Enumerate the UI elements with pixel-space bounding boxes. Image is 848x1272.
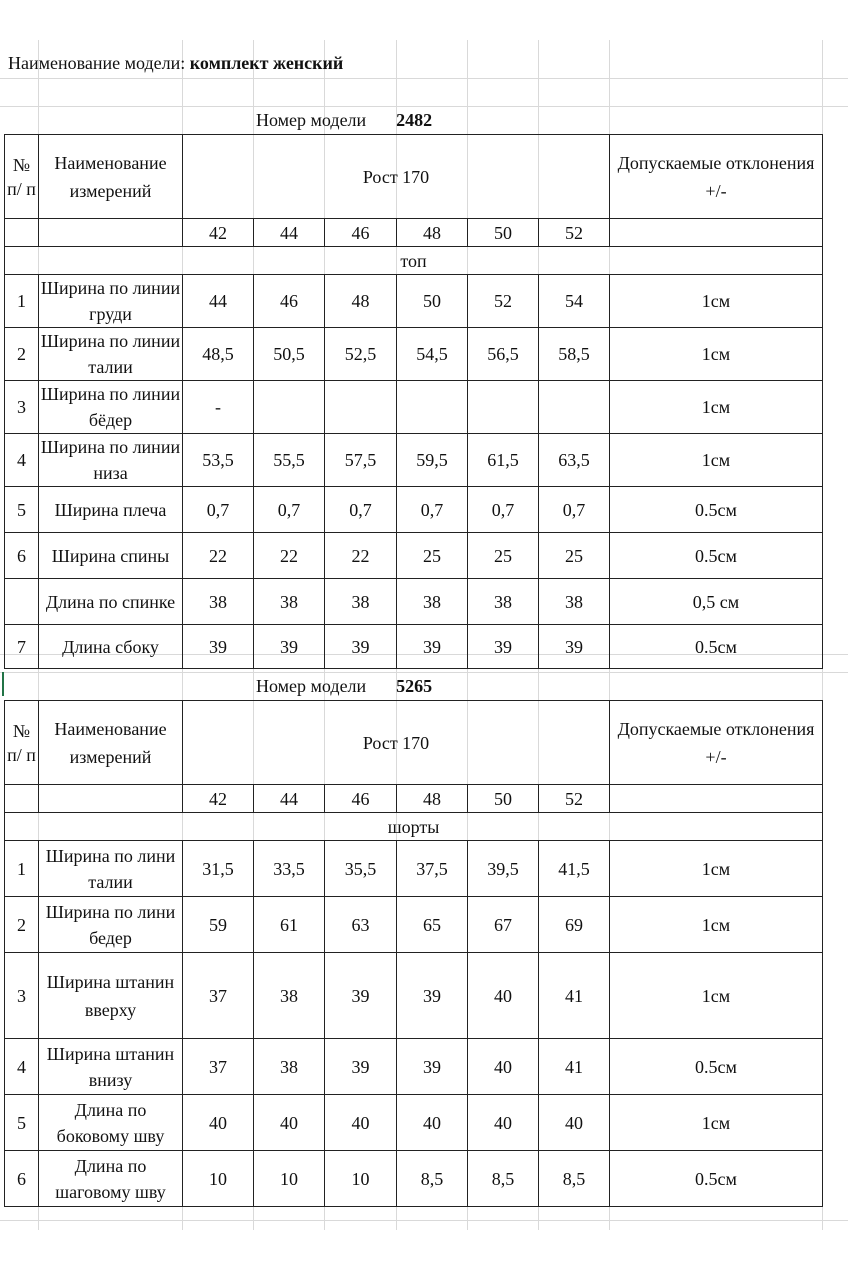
row-num: 6 — [5, 533, 39, 579]
model-number-line — [256, 110, 432, 131]
value-cell: 58,5 — [539, 328, 610, 381]
value-cell: 40 — [183, 1095, 254, 1151]
value-cell: 39 — [397, 1039, 468, 1095]
value-cell: 40 — [254, 1095, 325, 1151]
value-cell: 41 — [539, 953, 610, 1039]
header-tolerance: Допускаемые отклонения +/- — [610, 701, 823, 785]
value-cell: 54 — [539, 275, 610, 328]
empty-cell — [610, 219, 823, 247]
tolerance-cell: 0.5см — [610, 1039, 823, 1095]
value-cell: 50,5 — [254, 328, 325, 381]
size-cell: 42 — [183, 785, 254, 813]
row-name: Длина по боковому шву — [39, 1095, 183, 1151]
header-height: Рост 170 — [183, 701, 610, 785]
value-cell: 65 — [397, 897, 468, 953]
tolerance-cell: 0,5 см — [610, 579, 823, 625]
tolerance-cell: 1см — [610, 381, 823, 434]
value-cell: 31,5 — [183, 841, 254, 897]
row-num: 2 — [5, 328, 39, 381]
size-table-top — [4, 134, 823, 669]
value-cell: 39 — [397, 953, 468, 1039]
value-cell: 35,5 — [325, 841, 397, 897]
row-num: 1 — [5, 841, 39, 897]
value-cell: 0,7 — [468, 487, 539, 533]
model-title-value: комплект женский — [189, 53, 344, 73]
value-cell: 63,5 — [539, 434, 610, 487]
tolerance-cell: 1см — [610, 953, 823, 1039]
header-tolerance: Допускаемые отклонения +/- — [610, 135, 823, 219]
row-name: Длина сбоку — [39, 625, 183, 669]
row-num: 7 — [5, 625, 39, 669]
value-cell: 57,5 — [325, 434, 397, 487]
row-name: Ширина штанин вверху — [39, 953, 183, 1039]
header-num: № п/ п — [5, 701, 39, 785]
value-cell: 38 — [183, 579, 254, 625]
row-num: 4 — [5, 1039, 39, 1095]
gridline — [0, 78, 848, 79]
value-cell: 0,7 — [254, 487, 325, 533]
value-cell: 39 — [325, 625, 397, 669]
row-name: Ширина по линии бёдер — [39, 381, 183, 434]
header-name: Наименование измерений — [39, 701, 183, 785]
value-cell: 39 — [539, 625, 610, 669]
header-num: № п/ п — [5, 135, 39, 219]
value-cell: 59 — [183, 897, 254, 953]
value-cell: - — [183, 381, 254, 434]
selected-row-indicator — [2, 672, 4, 696]
value-cell: 0,7 — [183, 487, 254, 533]
tolerance-cell: 1см — [610, 1095, 823, 1151]
tolerance-cell: 1см — [610, 275, 823, 328]
value-cell: 10 — [325, 1151, 397, 1207]
empty-cell — [5, 785, 39, 813]
header-name: Наименование измерений — [39, 135, 183, 219]
tolerance-cell: 1см — [610, 897, 823, 953]
size-cell: 52 — [539, 219, 610, 247]
row-name: Ширина по линии талии — [39, 328, 183, 381]
value-cell: 67 — [468, 897, 539, 953]
tolerance-cell: 1см — [610, 841, 823, 897]
row-num: 5 — [5, 1095, 39, 1151]
value-cell: 22 — [183, 533, 254, 579]
value-cell: 52,5 — [325, 328, 397, 381]
size-cell: 52 — [539, 785, 610, 813]
value-cell: 25 — [468, 533, 539, 579]
value-cell — [254, 381, 325, 434]
row-name: Ширина по линии низа — [39, 434, 183, 487]
value-cell: 54,5 — [397, 328, 468, 381]
value-cell — [468, 381, 539, 434]
row-num — [5, 579, 39, 625]
tolerance-cell: 1см — [610, 328, 823, 381]
value-cell: 39,5 — [468, 841, 539, 897]
value-cell: 25 — [397, 533, 468, 579]
tolerance-cell: 0.5см — [610, 625, 823, 669]
value-cell: 56,5 — [468, 328, 539, 381]
value-cell: 38 — [254, 579, 325, 625]
value-cell: 40 — [468, 953, 539, 1039]
value-cell: 37,5 — [397, 841, 468, 897]
value-cell: 39 — [183, 625, 254, 669]
value-cell: 8,5 — [539, 1151, 610, 1207]
value-cell: 33,5 — [254, 841, 325, 897]
value-cell: 37 — [183, 953, 254, 1039]
tolerance-cell: 1см — [610, 434, 823, 487]
model-number-line — [256, 676, 432, 697]
row-name: Ширина по лини бедер — [39, 897, 183, 953]
value-cell: 59,5 — [397, 434, 468, 487]
value-cell: 39 — [325, 953, 397, 1039]
value-cell: 69 — [539, 897, 610, 953]
value-cell: 50 — [397, 275, 468, 328]
value-cell: 38 — [539, 579, 610, 625]
value-cell: 40 — [539, 1095, 610, 1151]
value-cell: 38 — [254, 953, 325, 1039]
value-cell: 38 — [254, 1039, 325, 1095]
value-cell: 63 — [325, 897, 397, 953]
value-cell: 22 — [254, 533, 325, 579]
value-cell: 39 — [468, 625, 539, 669]
value-cell: 39 — [325, 1039, 397, 1095]
value-cell: 40 — [468, 1095, 539, 1151]
row-name: Длина по шаговому шву — [39, 1151, 183, 1207]
value-cell — [539, 381, 610, 434]
value-cell: 40 — [397, 1095, 468, 1151]
size-cell: 48 — [397, 219, 468, 247]
value-cell: 41,5 — [539, 841, 610, 897]
section-title: шорты — [5, 813, 823, 841]
size-cell: 44 — [254, 785, 325, 813]
row-num: 1 — [5, 275, 39, 328]
size-cell: 50 — [468, 219, 539, 247]
row-num: 5 — [5, 487, 39, 533]
empty-cell — [610, 785, 823, 813]
value-cell: 41 — [539, 1039, 610, 1095]
value-cell: 61,5 — [468, 434, 539, 487]
row-num: 3 — [5, 953, 39, 1039]
row-name: Ширина плеча — [39, 487, 183, 533]
size-cell: 46 — [325, 219, 397, 247]
value-cell: 10 — [183, 1151, 254, 1207]
model-number-label: Номер модели — [256, 110, 367, 130]
value-cell: 37 — [183, 1039, 254, 1095]
model-number-value: 5265 — [396, 676, 433, 696]
value-cell: 38 — [397, 579, 468, 625]
size-cell: 44 — [254, 219, 325, 247]
value-cell: 0,7 — [539, 487, 610, 533]
tolerance-cell: 0.5см — [610, 487, 823, 533]
empty-cell — [5, 219, 39, 247]
value-cell: 55,5 — [254, 434, 325, 487]
model-title — [8, 53, 343, 74]
empty-cell — [39, 785, 183, 813]
value-cell: 8,5 — [397, 1151, 468, 1207]
value-cell: 39 — [397, 625, 468, 669]
size-cell: 50 — [468, 785, 539, 813]
value-cell: 52 — [468, 275, 539, 328]
value-cell: 61 — [254, 897, 325, 953]
model-number-label: Номер модели — [256, 676, 367, 696]
value-cell: 8,5 — [468, 1151, 539, 1207]
row-name: Ширина по линии груди — [39, 275, 183, 328]
size-cell: 46 — [325, 785, 397, 813]
header-height: Рост 170 — [183, 135, 610, 219]
size-cell: 48 — [397, 785, 468, 813]
row-num: 6 — [5, 1151, 39, 1207]
value-cell: 0,7 — [325, 487, 397, 533]
row-name: Длина по спинке — [39, 579, 183, 625]
tolerance-cell: 0.5см — [610, 533, 823, 579]
value-cell: 48 — [325, 275, 397, 328]
gridline — [0, 106, 848, 107]
value-cell: 44 — [183, 275, 254, 328]
value-cell — [397, 381, 468, 434]
row-name: Ширина спины — [39, 533, 183, 579]
gridline — [0, 1220, 848, 1221]
row-num: 4 — [5, 434, 39, 487]
value-cell: 39 — [254, 625, 325, 669]
value-cell: 48,5 — [183, 328, 254, 381]
value-cell: 22 — [325, 533, 397, 579]
tolerance-cell: 0.5см — [610, 1151, 823, 1207]
value-cell — [325, 381, 397, 434]
value-cell: 38 — [468, 579, 539, 625]
row-num: 3 — [5, 381, 39, 434]
value-cell: 46 — [254, 275, 325, 328]
model-number-value: 2482 — [396, 110, 433, 130]
model-title-label: Наименование модели: — [8, 53, 186, 73]
row-name: Ширина штанин внизу — [39, 1039, 183, 1095]
value-cell: 40 — [325, 1095, 397, 1151]
value-cell: 0,7 — [397, 487, 468, 533]
size-cell: 42 — [183, 219, 254, 247]
empty-cell — [39, 219, 183, 247]
value-cell: 25 — [539, 533, 610, 579]
value-cell: 53,5 — [183, 434, 254, 487]
section-title: топ — [5, 247, 823, 275]
value-cell: 40 — [468, 1039, 539, 1095]
value-cell: 38 — [325, 579, 397, 625]
row-name: Ширина по лини талии — [39, 841, 183, 897]
gridline — [0, 672, 848, 673]
value-cell: 10 — [254, 1151, 325, 1207]
size-table-shorts — [4, 700, 823, 1207]
row-num: 2 — [5, 897, 39, 953]
